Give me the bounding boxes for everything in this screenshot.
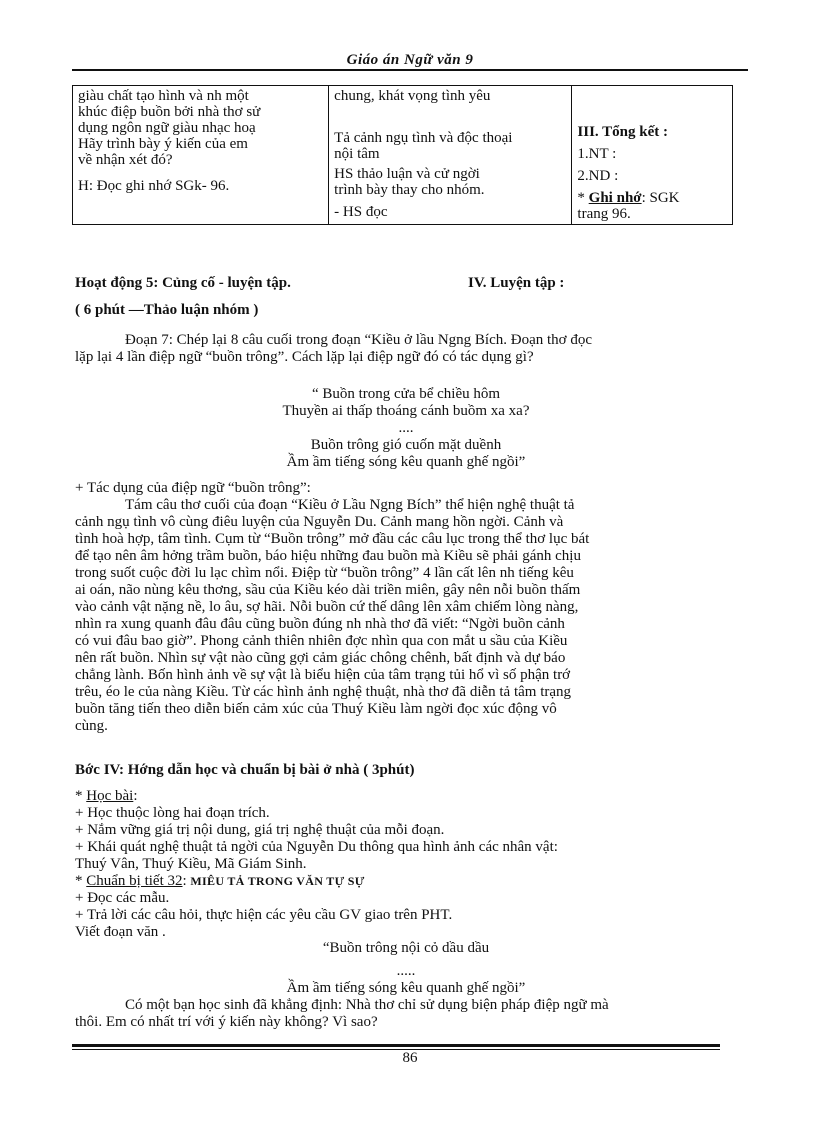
- homework-section: [75, 788, 737, 941]
- text-line: - HS đọc: [334, 204, 388, 220]
- text-line: Hãy trình bày ý kiến của em: [78, 136, 248, 152]
- text-line: chẳng lành. Bốn hình ảnh về sự vật là biểu hiện của tâm trạng tủi hổ vì số phận trớ: [75, 667, 571, 683]
- text-line: cùng.: [75, 718, 108, 734]
- text: : SGK: [641, 190, 680, 206]
- page-header: Giáo án Ngữ văn 9: [346, 52, 474, 68]
- poem-line: Ầm ầm tiếng sóng kêu quanh ghế ngồi”: [286, 980, 526, 996]
- task-paragraph: [75, 332, 737, 366]
- lesson-table: [72, 85, 733, 225]
- text-line: trong suốt cuộc đời lu lạc chìm nổi. Điệp từ “buồn trông” 4 lần cất lên nh tiếng kêu: [75, 565, 574, 581]
- text-line: Thuý Vân, Thuý Kiều, Mã Giám Sinh.: [75, 856, 307, 872]
- text-line: dụng ngôn ngữ giàu nhạc hoạ: [78, 120, 256, 136]
- ghinho-label: Ghi nhớ: [588, 190, 642, 206]
- poem-line: “Buồn trông nội cỏ dầu dầu: [322, 940, 490, 956]
- text-line: nội tâm: [334, 146, 380, 162]
- text-line: [577, 190, 727, 206]
- bullet: *: [75, 873, 87, 889]
- text-line: 2.ND :: [577, 168, 619, 184]
- prep-title: MIÊU TẢ TRONG VĂN TỰ SỰ: [190, 874, 365, 888]
- poem-line: “ Buồn trong cửa bể chiều hôm: [311, 386, 501, 402]
- content-cell: [572, 86, 733, 225]
- poem-excerpt-2: [75, 940, 737, 997]
- text-line: + Nắm vững giá trị nội dung, giá trị nghệ thuật của mỗi đoạn.: [75, 822, 445, 838]
- text-line: H: Đọc ghi nhớ SGk- 96.: [78, 178, 230, 194]
- student-activity-cell: [329, 86, 572, 225]
- bullet: *: [577, 190, 589, 206]
- hoc-bai-label: Học bài: [86, 788, 134, 804]
- closing-question: [75, 997, 737, 1031]
- header-rule: [72, 69, 748, 71]
- text-line: + Học thuộc lòng hai đoạn trích.: [75, 805, 270, 821]
- text-line: có vui đâu bao giờ”. Phong cảnh thiên nhiên đợc nhìn qua con mắt u sầu của Kiều: [75, 633, 568, 649]
- text-line: [75, 873, 737, 890]
- text-line: để tạo nên âm hởng trầm buồn, báo hiệu những đau buồn mà Kiều sẽ phải gánh chịu: [75, 548, 581, 564]
- text-line: + Khái quát nghệ thuật tả ngời của Nguyễn Du thông qua hình ảnh các nhân vật:: [75, 839, 558, 855]
- teacher-activity-cell: [73, 86, 329, 225]
- text-line: về nhận xét đó?: [78, 152, 173, 168]
- poem-line: Ầm ầm tiếng sóng kêu quanh ghế ngồi”: [286, 454, 526, 470]
- colon: :: [133, 788, 138, 804]
- text-line: HS thảo luận và cử ngời: [334, 166, 480, 182]
- poem-line: Buồn trông gió cuốn mặt duềnh: [310, 437, 502, 453]
- text-line: Tám câu thơ cuối của đoạn “Kiều ở Lầu Ngng Bích” thể hiện nghệ thuật tả: [125, 497, 575, 513]
- page-number: 86: [402, 1050, 418, 1066]
- text-line: 1.NT :: [577, 146, 617, 162]
- text-line: Viết đoạn văn .: [75, 924, 166, 940]
- activity5-time: ( 6 phút —Thảo luận nhóm ): [75, 302, 259, 318]
- poem-line: .....: [396, 963, 416, 979]
- text-line: buồn tăng tiến theo diễn biến cảm xúc của Thuý Kiều làm ngời đọc xúc động vô: [75, 701, 557, 717]
- text-line: vào cảnh vật nặng nề, lo âu, sợ hãi. Nỗi buồn cứ thế dâng lên xâm chiếm lòng nàng,: [75, 599, 579, 615]
- section-heading: III. Tổng kết :: [577, 124, 669, 140]
- text-line: nên rất buồn. Nhìn sự vật nào cũng gợi cảm giác chông chênh, bất định và dự báo: [75, 650, 566, 666]
- text-line: lặp lại 4 lần điệp ngữ “buồn trông”. Cách lặp lại điệp ngữ đó có tác dụng gì?: [75, 349, 534, 365]
- text-line: + Trả lời các câu hỏi, thực hiện các yêu cầu GV giao trên PHT.: [75, 907, 453, 923]
- text-line: nhìn ra xung quanh đâu đâu cũng buồn đúng nh nhà thơ đã viết: “Ngời buồn cảnh: [75, 616, 565, 632]
- poem-excerpt: [75, 386, 737, 471]
- effect-label: + Tác dụng của điệp ngữ “buồn trông”:: [75, 480, 311, 496]
- text-line: Tả cảnh ngụ tình và độc thoại: [334, 130, 513, 146]
- text-line: giàu chất tạo hình và nh một: [78, 88, 249, 104]
- text-line: chung, khát vọng tình yêu: [334, 88, 491, 104]
- activity5-title: Hoạt động 5: Củng cố - luyện tập.: [75, 275, 291, 291]
- text-line: khúc điệp buồn bởi nhà thơ sử: [78, 104, 261, 120]
- prep-label: Chuẩn bị tiết 32: [86, 873, 183, 889]
- text-line: Đoạn 7: Chép lại 8 câu cuối trong đoạn “Kiều ở lầu Ngng Bích. Đoạn thơ đọc: [125, 332, 593, 348]
- text-line: trình bày thay cho nhóm.: [334, 182, 485, 198]
- footer-rule: [72, 1044, 720, 1047]
- poem-line: Thuyền ai thấp thoáng cánh buồm xa xa?: [282, 403, 530, 419]
- analysis-paragraph: [75, 497, 737, 735]
- text-line: + Đọc các mẫu.: [75, 890, 170, 906]
- text-line: cảnh ngụ tình vô cùng điêu luyện của Nguyễn Du. Cảnh mang hồn ngời. Cảnh và: [75, 514, 564, 530]
- text-line: trêu, éo le của nàng Kiều. Từ các hình ảnh nghệ thuật, nhà thơ đã diễn tả tâm trạng: [75, 684, 572, 700]
- colon: :: [182, 873, 191, 889]
- text-line: thôi. Em có nhất trí với ý kiến này không? Vì sao?: [75, 1014, 378, 1030]
- practice-heading: IV. Luyện tập :: [468, 275, 565, 291]
- poem-line: ....: [398, 420, 414, 436]
- text-line: Có một bạn học sinh đã khẳng định: Nhà thơ chỉ sử dụng biện pháp điệp ngữ mà: [125, 997, 609, 1013]
- text-line: ai oán, não nùng kêu thơng, sầu của Kiều kéo dài triền miên, gây nên nỗi buồn thấm: [75, 582, 581, 598]
- text-line: [75, 788, 737, 805]
- text-line: tình hoà hợp, tâm tình. Cụm từ “Buồn trông” mở đầu các câu lục trong thể thơ lục bát: [75, 531, 590, 547]
- step4-heading: Bớc IV: Hớng dẫn học và chuẩn bị bài ở nhà ( 3phút): [75, 762, 415, 778]
- text-line: trang 96.: [577, 206, 631, 222]
- bullet: *: [75, 788, 87, 804]
